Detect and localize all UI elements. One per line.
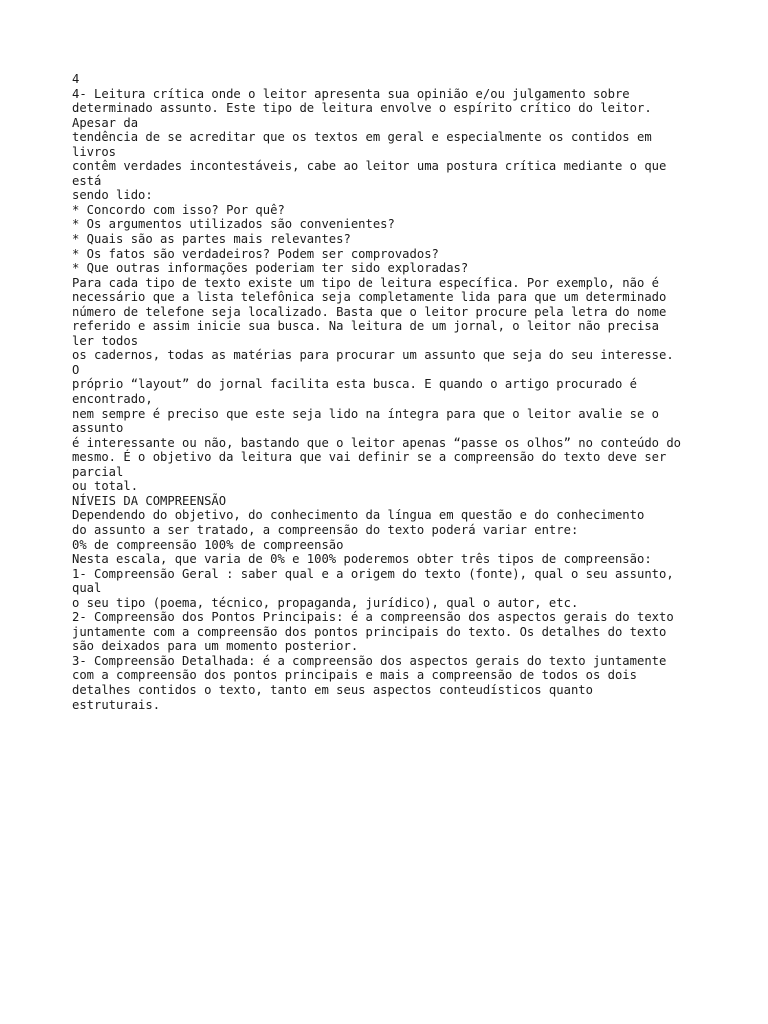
text-line: mesmo. É o objetivo da leitura que vai definir se a compreensão do texto deve ser [72,450,667,465]
text-line: os cadernos, todas as matérias para procurar um assunto que seja do seu interesse. [72,348,674,363]
text-line: ler todos [72,333,139,348]
page-number: 4 [72,72,80,86]
text-line: Nesta escala, que varia de 0% e 100% poderemos obter três tipos de compreensão: [72,552,652,567]
text-line: nem sempre é preciso que este seja lido na íntegra para que o leitor avalie se o [72,406,659,421]
text-line: está [72,173,102,188]
text-line: com a compreensão dos pontos principais e mais a compreensão de todos os dois [72,668,637,683]
text-line: 0% de compreensão 100% de compreensão [72,537,344,552]
text-line: livros [72,144,117,159]
text-line: contêm verdades incontestáveis, cabe ao leitor uma postura crítica mediante o que [72,159,667,174]
text-line: 2- Compreensão dos Pontos Principais: é a compreensão dos aspectos gerais do texto [72,610,674,625]
text-line: * Os argumentos utilizados são convenientes? [72,217,395,232]
text-line: assunto [72,421,124,436]
text-line: O [72,362,80,377]
text-line: 1- Compreensão Geral : saber qual e a origem do texto (fonte), qual o seu assunto, [72,566,674,581]
text-line: * Quais são as partes mais relevantes? [72,232,351,247]
text-line: são deixados para um momento posterior. [72,639,359,654]
document-page [72,72,752,712]
text-line: necessário que a lista telefônica seja completamente lida para que um determinado [72,290,667,305]
text-line: parcial [72,464,124,479]
text-line: próprio “layout” do jornal facilita esta busca. E quando o artigo procurado é [72,377,637,392]
text-line: qual [72,581,102,596]
text-line: referido e assim inicie sua busca. Na leitura de um jornal, o leitor não precisa [72,319,659,334]
text-line: Para cada tipo de texto existe um tipo de leitura específica. Por exemplo, não é [72,275,659,290]
text-line: ou total. [72,479,139,494]
text-line: o seu tipo (poema, técnico, propaganda, jurídico), qual o autor, etc. [72,595,579,610]
text-line: número de telefone seja localizado. Basta que o leitor procure pela letra do nome [72,304,667,319]
text-line: tendência de se acreditar que os textos em geral e especialmente os contidos em [72,130,652,145]
text-line: * Os fatos são verdadeiros? Podem ser comprovados? [72,246,439,261]
text-line: NÍVEIS DA COMPREENSÃO [72,493,227,508]
text-line: detalhes contidos o texto, tanto em seus aspectos conteudísticos quanto [72,682,593,697]
text-line: é interessante ou não, bastando que o leitor apenas “passe os olhos” no conteúdo do [72,435,682,450]
text-line: Dependendo do objetivo, do conhecimento da língua em questão e do conhecimento [72,508,645,523]
text-line: determinado assunto. Este tipo de leitura envolve o espírito crítico do leitor. [72,101,652,116]
text-line: 3- Compreensão Detalhada: é a compreensão dos aspectos gerais do texto juntamente [72,653,667,668]
text-line: sendo lido: [72,188,153,203]
text-line: juntamente com a compreensão dos pontos principais do texto. Os detalhes do texto [72,624,667,639]
text-line: encontrado, [72,392,153,407]
text-line: * Que outras informações poderiam ter sido exploradas? [72,261,469,276]
text-line: 4- Leitura crítica onde o leitor apresenta sua opinião e/ou julgamento sobre [72,86,630,101]
text-line: * Concordo com isso? Por quê? [72,202,285,217]
text-line: Apesar da [72,115,139,130]
text-line: estruturais. [72,697,161,712]
text-line: do assunto a ser tratado, a compreensão do texto poderá variar entre: [72,522,579,537]
